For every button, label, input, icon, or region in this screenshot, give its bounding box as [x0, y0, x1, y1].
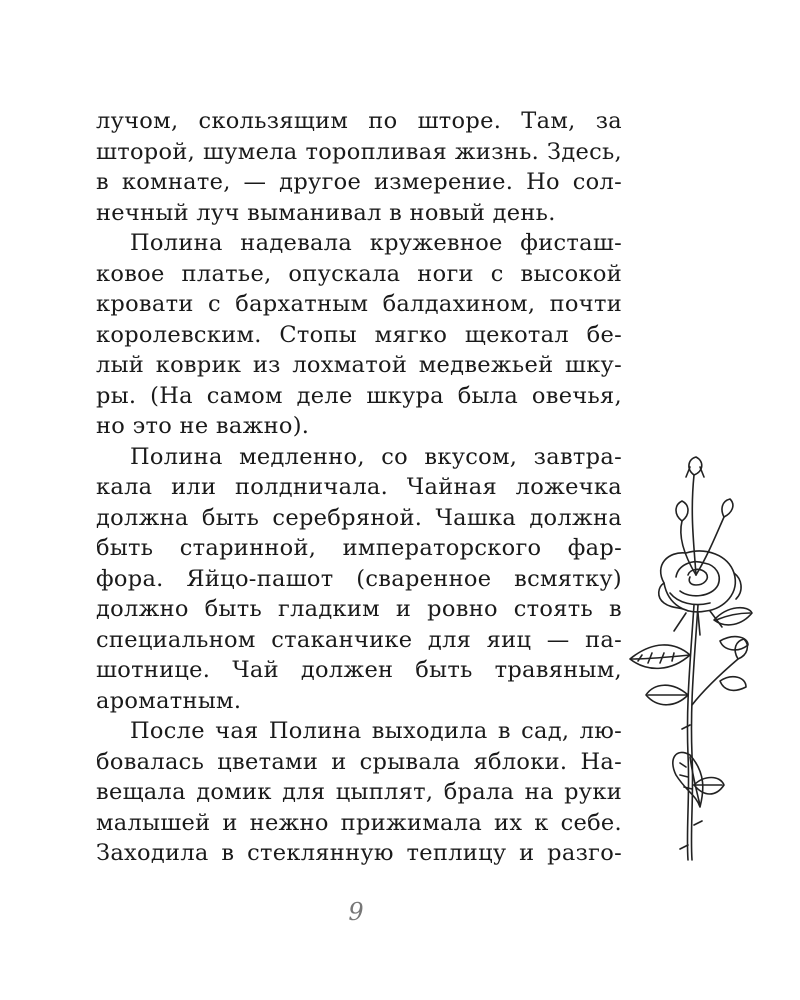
text-line: должна быть серебряной. Чашка должна: [96, 504, 622, 531]
text-line: шотнице. Чай должен быть травяным,: [96, 657, 622, 683]
text-line: лый коврик из лохматой медвежьей шку-: [96, 352, 622, 378]
text-line: вещала домик для цыплят, брала на руки: [96, 779, 622, 805]
text-line: фора. Яйцо-пашот (сваренное всмятку): [96, 565, 622, 592]
text-line: нечный луч выманивал в новый день.: [96, 199, 556, 226]
text-line: но это не важно).: [96, 413, 310, 439]
body-text: [96, 106, 622, 869]
text-line: шторой, шумела торопливая жизнь. Здесь,: [96, 138, 622, 165]
text-line: Полина надевала кружевное фисташ-: [130, 230, 622, 256]
text-line: Заходила в стеклянную теплицу и разго-: [96, 840, 622, 866]
text-line: Полина медленно, со вкусом, завтра-: [130, 443, 622, 470]
text-line: быть старинной, императорского фар-: [96, 535, 622, 561]
page-number: 9: [348, 898, 364, 926]
text-line: кала или полдничала. Чайная ложечка: [96, 474, 622, 500]
text-line: королевским. Стопы мягко щекотал бе-: [96, 321, 622, 348]
text-line: ароматным.: [96, 687, 242, 714]
text-line: кровати с бархатным балдахином, почти: [96, 291, 622, 317]
text-line: После чая Полина выходила в сад, лю-: [130, 718, 622, 744]
text-line: в комнате, — другое измерение. Но сол-: [96, 169, 622, 195]
text-line: лучом, скользящим по шторе. Там, за: [96, 108, 622, 134]
text-line: малышей и нежно прижимала их к себе.: [96, 809, 622, 836]
text-line: ковое платье, опускала ноги с высокой: [96, 260, 622, 287]
text-line: ры. (На самом деле шкура была овечья,: [96, 382, 622, 409]
text-line: должно быть гладким и ровно стоять в: [96, 596, 622, 622]
rose-illustration-icon: [624, 455, 754, 865]
text-line: бовалась цветами и срывала яблоки. На-: [96, 748, 622, 775]
text-line: специальном стаканчике для яиц — па-: [96, 626, 622, 653]
